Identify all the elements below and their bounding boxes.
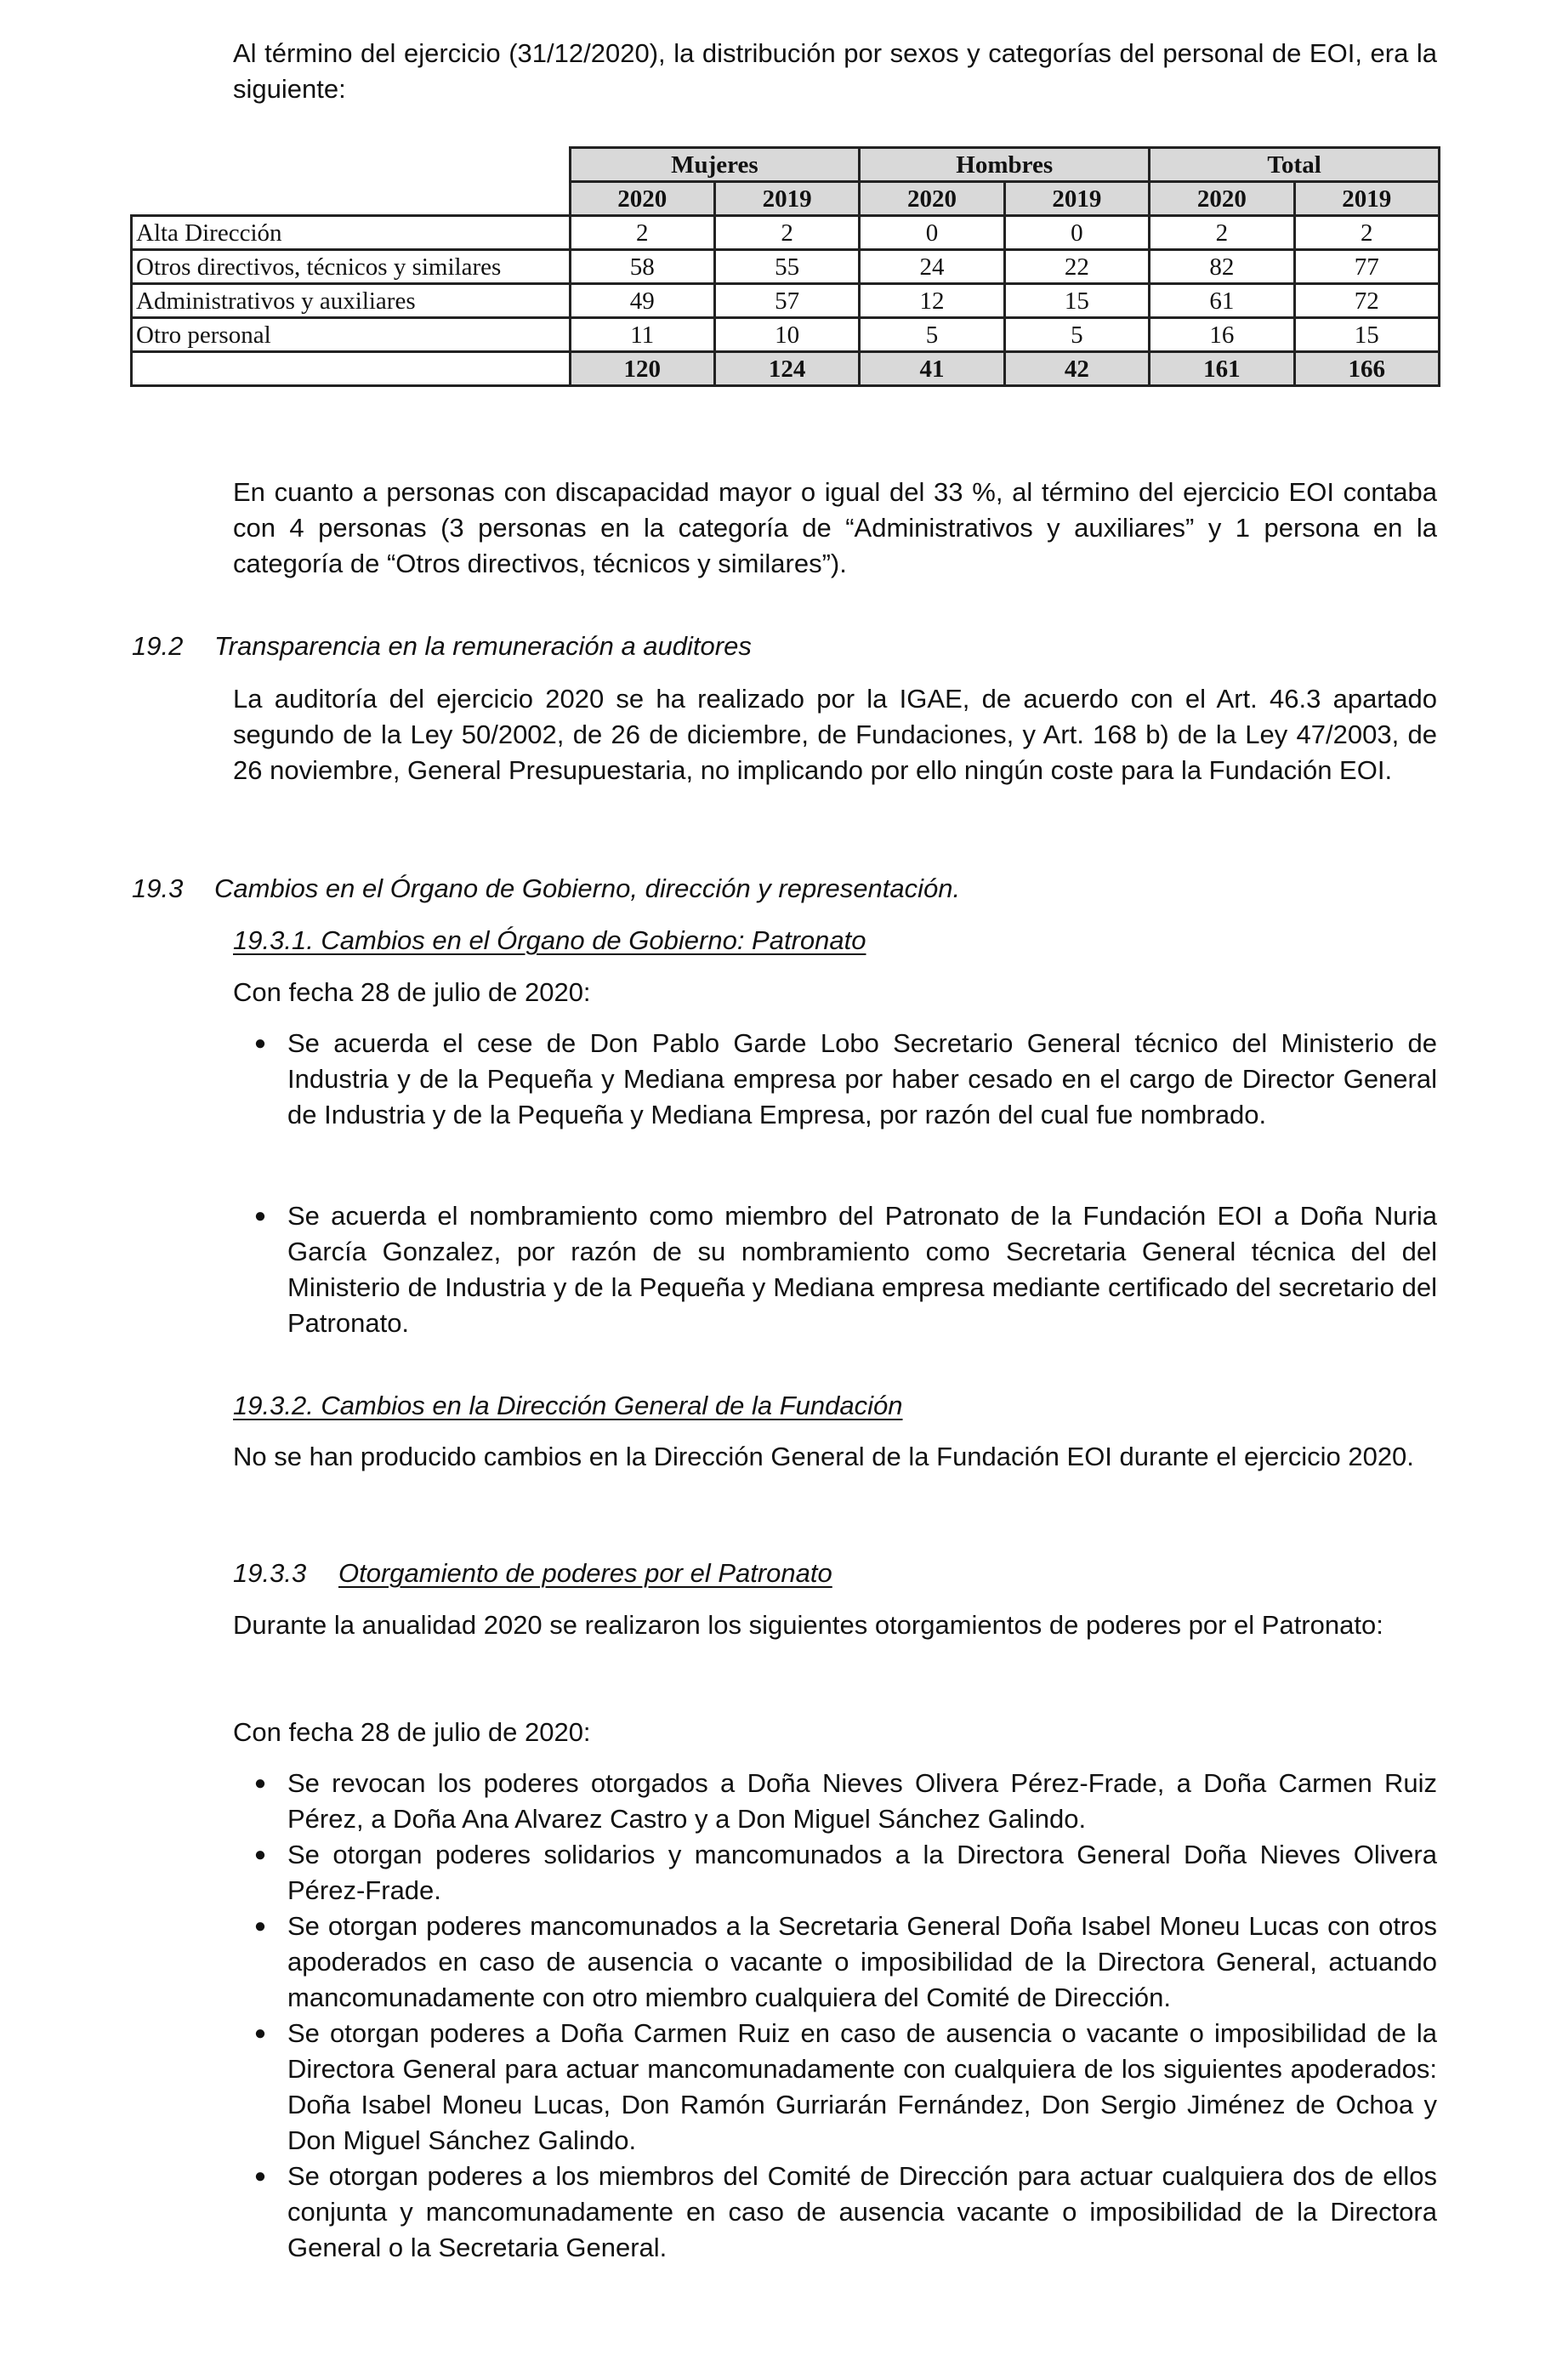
- bullet-icon: ●: [253, 1772, 267, 1795]
- header-hombres: Hombres: [860, 148, 1150, 182]
- section-19-3-3-date: Con fecha 28 de julio de 2020:: [233, 1717, 591, 1747]
- list-item: ● Se acuerda el nombramiento como miembro del Patronato de la Fundación EOI a Doña Nuria García Gonzalez, por razón de su nombramiento como Secretaria General técnica del del Ministerio de Industria y de la Pequeña y Mediana empresa mediante certificado del secretario del Patronato.: [233, 1198, 1437, 1341]
- table-row: [132, 250, 1440, 284]
- disability-paragraph: En cuanto a personas con discapacidad mayor o igual del 33 %, al término del ejercicio EOI contaba con 4 personas (3 personas en la categoría de “Administrativos y auxiliares” y 1 persona en la categoría de “Otros directivos, técnicos y similares”).: [233, 477, 1437, 578]
- section-title: Cambios en el Órgano de Gobierno, dirección y representación.: [214, 873, 961, 903]
- row-label: Administrativos y auxiliares: [132, 284, 571, 318]
- cell: 11: [570, 318, 714, 352]
- bullet-icon: ●: [253, 1204, 267, 1227]
- cell: 5: [860, 318, 1004, 352]
- section-19-3-1-date: Con fecha 28 de julio de 2020:: [233, 977, 591, 1007]
- bullet-icon: ●: [253, 1914, 267, 1937]
- section-number: 19.3: [132, 873, 184, 903]
- list-item: ● Se otorgan poderes solidarios y mancomunados a la Directora General Doña Nieves Olivera Pérez-Frade.: [233, 1837, 1437, 1909]
- section-19-2-heading: [132, 629, 752, 664]
- patronato-changes-list: [233, 1198, 1437, 1341]
- cell: 0: [1004, 216, 1149, 250]
- cell: 2: [1150, 216, 1294, 250]
- cell: 77: [1294, 250, 1439, 284]
- cell: 72: [1294, 284, 1439, 318]
- bullet-icon: ●: [253, 1843, 267, 1866]
- powers-list: [233, 1766, 1437, 2266]
- table-row: [132, 284, 1440, 318]
- cell: 82: [1150, 250, 1294, 284]
- total-cell: 166: [1294, 352, 1439, 386]
- section-19-2-body: La auditoría del ejercicio 2020 se ha realizado por la IGAE, de acuerdo con el Art. 46.3 apartado segundo de la Ley 50/2002, de 26 de diciembre, de Fundaciones, y Art. 168 b) de la Ley 47/2003, de 26 noviembre, General Presupuestaria, no implicando por ello ningún coste para la Fundación EOI.: [233, 684, 1437, 785]
- cell: 15: [1294, 318, 1439, 352]
- list-item: ● Se otorgan poderes mancomunados a la Secretaria General Doña Isabel Moneu Lucas con otros apoderados en caso de ausencia o vacante o imposibilidad de la Directora General, actuando mancomunadamente con otro miembro cualquiera del Comité de Dirección.: [233, 1909, 1437, 2016]
- list-item: ● Se otorgan poderes a los miembros del Comité de Dirección para actuar cualquiera dos de ellos conjunta y mancomunadamente en caso de ausencia vacante o imposibilidad de la Directora General o la Secretaria General.: [233, 2159, 1437, 2266]
- cell: 12: [860, 284, 1004, 318]
- year-header: 2020: [1150, 182, 1294, 216]
- cell: 10: [714, 318, 859, 352]
- year-header: 2019: [714, 182, 859, 216]
- cell: 61: [1150, 284, 1294, 318]
- year-header: 2020: [860, 182, 1004, 216]
- section-19-3-3-heading: [233, 1556, 832, 1591]
- cell: 58: [570, 250, 714, 284]
- section-19-3-2-heading: 19.3.2. Cambios en la Dirección General de la Fundación: [233, 1391, 903, 1420]
- table-corner: [132, 148, 571, 182]
- header-total: Total: [1150, 148, 1440, 182]
- cell: 57: [714, 284, 859, 318]
- cell: 2: [714, 216, 859, 250]
- section-number: 19.2: [132, 631, 184, 661]
- cell: 49: [570, 284, 714, 318]
- section-19-3-3-body: Durante la anualidad 2020 se realizaron los siguientes otorgamientos de poderes por el Patronato:: [233, 1610, 1383, 1640]
- row-label: Alta Dirección: [132, 216, 571, 250]
- bullet-icon: ●: [253, 1032, 267, 1055]
- intro-paragraph: Al término del ejercicio (31/12/2020), la distribución por sexos y categorías del personal de EOI, era la siguiente:: [233, 38, 1437, 104]
- table-row: [132, 216, 1440, 250]
- header-mujeres: Mujeres: [570, 148, 860, 182]
- cell: 22: [1004, 250, 1149, 284]
- section-title: Otorgamiento de poderes por el Patronato: [338, 1558, 832, 1588]
- cell: 0: [860, 216, 1004, 250]
- section-19-3-1-heading: 19.3.1. Cambios en el Órgano de Gobierno: Patronato: [233, 925, 866, 955]
- row-label: Otro personal: [132, 318, 571, 352]
- row-label: Otros directivos, técnicos y similares: [132, 250, 571, 284]
- cell: 2: [570, 216, 714, 250]
- total-cell: 124: [714, 352, 859, 386]
- section-number: 19.3.3: [233, 1558, 307, 1588]
- year-header: 2020: [570, 182, 714, 216]
- bullet-icon: ●: [253, 2165, 267, 2187]
- section-19-3-heading: [132, 871, 960, 907]
- totals-label: [132, 352, 571, 386]
- year-header: 2019: [1294, 182, 1439, 216]
- cell: 16: [1150, 318, 1294, 352]
- cell: 24: [860, 250, 1004, 284]
- total-cell: 41: [860, 352, 1004, 386]
- total-cell: 161: [1150, 352, 1294, 386]
- bullet-icon: ●: [253, 2022, 267, 2045]
- cell: 5: [1004, 318, 1149, 352]
- cell: 15: [1004, 284, 1149, 318]
- year-header: 2019: [1004, 182, 1149, 216]
- list-item: ● Se acuerda el cese de Don Pablo Garde Lobo Secretario General técnico del Ministerio de Industria y de la Pequeña y Mediana empresa por haber cesado en el cargo de Director General de Industria y de la Pequeña y Mediana Empresa, por razón del cual fue nombrado.: [233, 1026, 1437, 1133]
- table-row: [132, 318, 1440, 352]
- staff-distribution-table: [130, 146, 1440, 387]
- table-corner: [132, 182, 571, 216]
- section-title: Transparencia en la remuneración a auditores: [214, 631, 752, 661]
- section-19-3-2-body: No se han producido cambios en la Dirección General de la Fundación EOI durante el ejercicio 2020.: [233, 1442, 1414, 1471]
- list-item: ● Se revocan los poderes otorgados a Doña Nieves Olivera Pérez-Frade, a Doña Carmen Ruiz Pérez, a Doña Ana Alvarez Castro y a Don Miguel Sánchez Galindo.: [233, 1766, 1437, 1837]
- cell: 2: [1294, 216, 1439, 250]
- totals-row: [132, 352, 1440, 386]
- patronato-changes-list: [233, 1026, 1437, 1133]
- list-item: ● Se otorgan poderes a Doña Carmen Ruiz en caso de ausencia o vacante o imposibilidad de la Directora General para actuar mancomunadamente con cualquiera de los siguientes apoderados: Doña Isabel Moneu Lucas, Don Ramón Gurriarán Fernández, Don Sergio Jiménez de Ochoa y Don Miguel Sánchez Galindo.: [233, 2016, 1437, 2159]
- total-cell: 42: [1004, 352, 1149, 386]
- total-cell: 120: [570, 352, 714, 386]
- cell: 55: [714, 250, 859, 284]
